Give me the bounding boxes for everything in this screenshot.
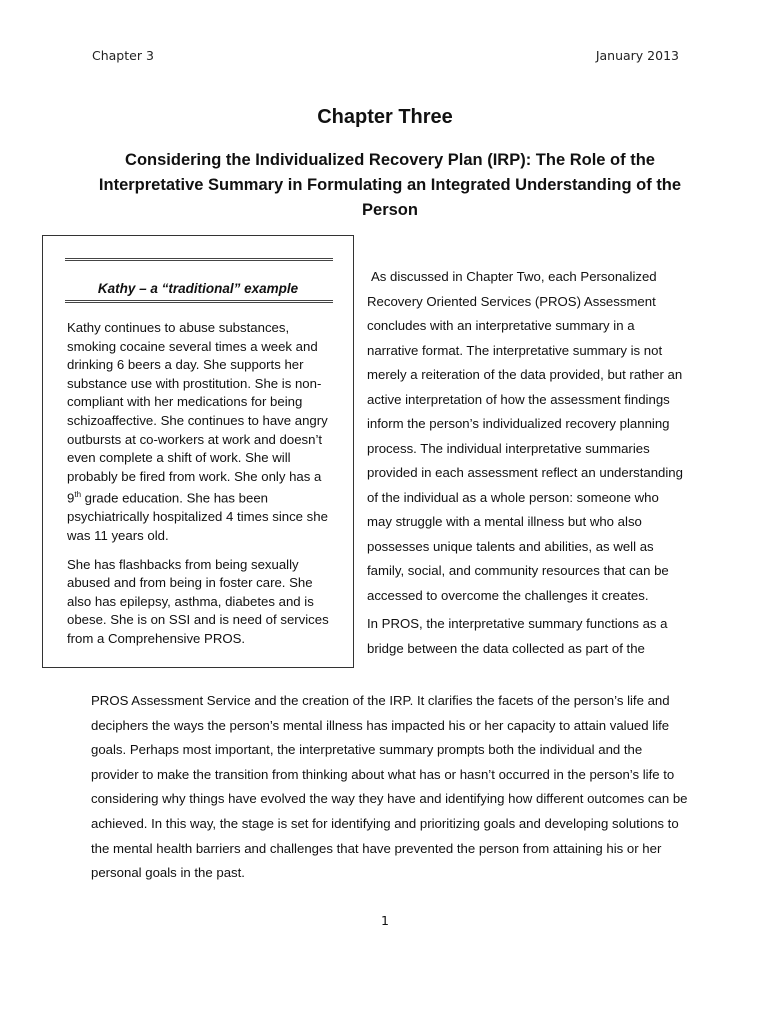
running-header-right: January 2013 [595, 48, 679, 63]
sidebar-paragraph-2: She has flashbacks from being sexually abused and from being in foster care. She also has epilepsy, asthma, diabetes and is obese. She is on SSI and is need of services from a Comprehensive PROS. [67, 556, 329, 646]
full-width-paragraph [91, 689, 691, 886]
sidebar-body [67, 319, 339, 658]
chapter-title: Chapter Three [317, 106, 453, 128]
right-column-text [367, 265, 687, 665]
sidebar-heading: Kathy – a “traditional” example [97, 281, 299, 296]
case-example-sidebar [42, 235, 354, 668]
right-column-paragraph-2: In PROS, the interpretative summary functions as a bridge between the data collected as part of the [367, 616, 668, 656]
right-column-paragraph-1: As discussed in Chapter Two, each Personalized Recovery Oriented Services (PROS) Assessment concludes with an interpretative summary in a narrative format. The interpretative summary is not merely a reiteration of the data provided, but rather an active interpretation of how the assessment findings inform the person’s individualized recovery planning process. The individual interpretative summaries provided in each assessment reflect an understanding of the individual as a whole person: someone who may struggle with a mental illness but who also possesses unique talents and abilities, as well as family, social, and community resources that can be accessed to overcome the challenges it creates. [367, 269, 683, 603]
full-width-paragraph-text: PROS Assessment Service and the creation of the IRP. It clarifies the facets of the person’s life and deciphers the ways the person’s mental illness has impacted his or her capacity to attain valued life goals. Perhaps most important, the interpretative summary prompts both the individual and the provider to make the transition from thinking about what has or hasn’t occurred in the person’s life to considering why things have evolved the way they have and identifying how different outcomes can be achieved. In this way, the stage is set for identifying and prioritizing goals and developing solutions to the mental health barriers and challenges that have prevented the person from attaining his or her personal goals in the past. [91, 693, 688, 881]
running-header-left: Chapter 3 [92, 48, 154, 63]
sidebar-top-rule [65, 258, 333, 261]
sidebar-heading-rule [65, 300, 333, 303]
chapter-subtitle: Considering the Individualized Recovery Plan (IRP): The Role of the Interpretative Summary in Formulating an Integrated Understanding of the Person [98, 151, 682, 219]
page-number: 1 [381, 913, 389, 928]
sidebar-paragraph-1: Kathy continues to abuse substances, smoking cocaine several times a week and drinking 6 beers a day. She supports her substance use with prostitution. She is non-compliant with her medications for being schizoaffective. She continues to have angry outbursts at co-workers at work and doesn’t even complete a shift of work. She will probably be fired from work. She only has a 9th grade education. She has been psychiatrically hospitalized 4 times since she was 11 years old. [67, 320, 328, 543]
